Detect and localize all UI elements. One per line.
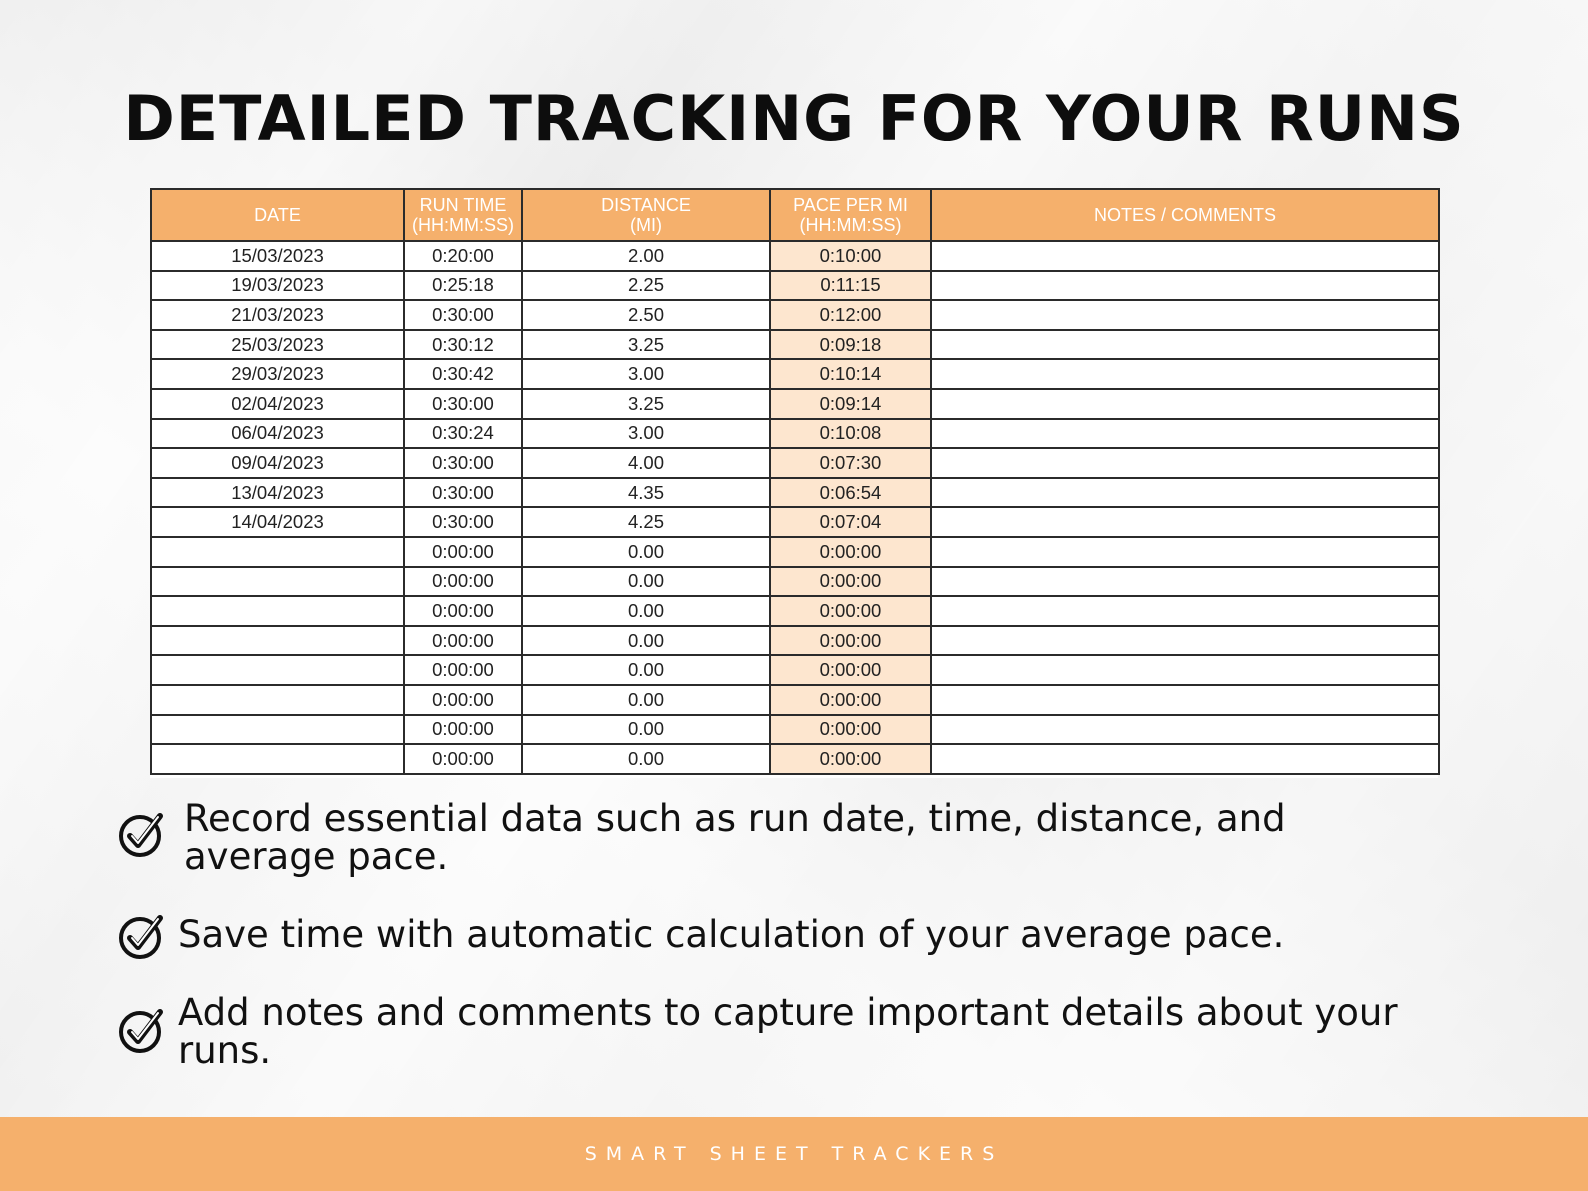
run-time-cell[interactable]: 0:30:42	[404, 359, 522, 389]
table-row	[151, 330, 1439, 360]
notes-cell[interactable]	[931, 389, 1439, 419]
distance-cell[interactable]: 0.00	[522, 537, 770, 567]
feature-text: Record essential data such as run date, time, distance, and average pace.	[184, 797, 1286, 878]
check-circle-icon	[118, 1006, 166, 1054]
notes-cell[interactable]	[931, 537, 1439, 567]
run-time-cell[interactable]: 0:00:00	[404, 537, 522, 567]
distance-cell[interactable]: 3.00	[522, 359, 770, 389]
notes-cell[interactable]	[931, 626, 1439, 656]
date-cell[interactable]: 29/03/2023	[151, 359, 404, 389]
table-row	[151, 507, 1439, 537]
pace-cell[interactable]: 0:00:00	[770, 744, 931, 774]
pace-cell[interactable]: 0:10:08	[770, 419, 931, 449]
distance-cell[interactable]: 0.00	[522, 685, 770, 715]
run-time-cell[interactable]: 0:30:00	[404, 300, 522, 330]
date-cell[interactable]: 06/04/2023	[151, 419, 404, 449]
run-time-cell[interactable]: 0:00:00	[404, 567, 522, 597]
run-time-cell[interactable]: 0:30:00	[404, 448, 522, 478]
date-cell[interactable]	[151, 744, 404, 774]
date-cell[interactable]	[151, 685, 404, 715]
notes-cell[interactable]	[931, 448, 1439, 478]
feature-item	[118, 991, 1448, 1072]
pace-cell[interactable]: 0:00:00	[770, 655, 931, 685]
table-row	[151, 448, 1439, 478]
distance-cell[interactable]: 3.25	[522, 330, 770, 360]
run-time-cell[interactable]: 0:20:00	[404, 241, 522, 271]
run-time-cell[interactable]: 0:00:00	[404, 715, 522, 745]
feature-item	[118, 913, 1285, 956]
table-row	[151, 715, 1439, 745]
distance-cell[interactable]: 4.25	[522, 507, 770, 537]
date-cell[interactable]	[151, 715, 404, 745]
pace-cell[interactable]: 0:00:00	[770, 715, 931, 745]
table-row	[151, 241, 1439, 271]
pace-cell[interactable]: 0:07:30	[770, 448, 931, 478]
run-time-cell[interactable]: 0:00:00	[404, 685, 522, 715]
header-distance[interactable]: DISTANCE (MI)	[522, 189, 770, 241]
feature-text: Add notes and comments to capture important details about your runs.	[178, 991, 1398, 1072]
run-log-table	[150, 188, 1440, 775]
run-time-cell[interactable]: 0:00:00	[404, 626, 522, 656]
pace-cell[interactable]: 0:09:18	[770, 330, 931, 360]
table-row	[151, 626, 1439, 656]
distance-cell[interactable]: 0.00	[522, 655, 770, 685]
notes-cell[interactable]	[931, 330, 1439, 360]
run-time-cell[interactable]: 0:30:12	[404, 330, 522, 360]
header-date[interactable]: DATE	[151, 189, 404, 241]
distance-cell[interactable]: 4.00	[522, 448, 770, 478]
feature-text: Save time with automatic calculation of your average pace.	[178, 913, 1285, 956]
distance-cell[interactable]: 3.25	[522, 389, 770, 419]
pace-cell[interactable]: 0:06:54	[770, 478, 931, 508]
run-time-cell[interactable]: 0:25:18	[404, 271, 522, 301]
check-circle-icon	[118, 912, 166, 960]
pace-cell[interactable]: 0:00:00	[770, 537, 931, 567]
table-row	[151, 596, 1439, 626]
notes-cell[interactable]	[931, 478, 1439, 508]
run-time-cell[interactable]: 0:30:24	[404, 419, 522, 449]
table-body	[151, 241, 1439, 774]
header-pace[interactable]: PACE PER MI (HH:MM:SS)	[770, 189, 931, 241]
date-cell[interactable]	[151, 626, 404, 656]
distance-cell[interactable]: 0.00	[522, 567, 770, 597]
pace-cell[interactable]: 0:11:15	[770, 271, 931, 301]
notes-cell[interactable]	[931, 419, 1439, 449]
table-row	[151, 537, 1439, 567]
pace-cell[interactable]: 0:00:00	[770, 596, 931, 626]
pace-cell[interactable]: 0:00:00	[770, 567, 931, 597]
pace-cell[interactable]: 0:10:00	[770, 241, 931, 271]
date-cell[interactable]: 09/04/2023	[151, 448, 404, 478]
table-row	[151, 685, 1439, 715]
notes-cell[interactable]	[931, 567, 1439, 597]
run-time-cell[interactable]: 0:00:00	[404, 596, 522, 626]
run-time-cell[interactable]: 0:00:00	[404, 655, 522, 685]
brand-name: SMART SHEET TRACKERS	[584, 1143, 1004, 1165]
date-cell[interactable]: 25/03/2023	[151, 330, 404, 360]
distance-cell[interactable]: 0.00	[522, 626, 770, 656]
distance-cell[interactable]: 2.25	[522, 271, 770, 301]
date-cell[interactable]: 19/03/2023	[151, 271, 404, 301]
header-notes[interactable]: NOTES / COMMENTS	[931, 189, 1439, 241]
run-time-cell[interactable]: 0:00:00	[404, 744, 522, 774]
date-cell[interactable]: 02/04/2023	[151, 389, 404, 419]
notes-cell[interactable]	[931, 300, 1439, 330]
distance-cell[interactable]: 0.00	[522, 715, 770, 745]
distance-cell[interactable]: 4.35	[522, 478, 770, 508]
table-header-row	[151, 189, 1439, 241]
page-title: DETAILED TRACKING FOR YOUR RUNS	[123, 82, 1465, 155]
date-cell[interactable]: 13/04/2023	[151, 478, 404, 508]
table-row	[151, 300, 1439, 330]
notes-cell[interactable]	[931, 744, 1439, 774]
footer-banner	[0, 1117, 1588, 1191]
notes-cell[interactable]	[931, 655, 1439, 685]
pace-cell[interactable]: 0:10:14	[770, 359, 931, 389]
table-row	[151, 419, 1439, 449]
date-cell[interactable]	[151, 537, 404, 567]
table-row	[151, 567, 1439, 597]
date-cell[interactable]: 15/03/2023	[151, 241, 404, 271]
date-cell[interactable]	[151, 655, 404, 685]
notes-cell[interactable]	[931, 271, 1439, 301]
date-cell[interactable]	[151, 596, 404, 626]
date-cell[interactable]: 14/04/2023	[151, 507, 404, 537]
notes-cell[interactable]	[931, 507, 1439, 537]
table-row	[151, 744, 1439, 774]
distance-cell[interactable]: 3.00	[522, 419, 770, 449]
run-time-cell[interactable]: 0:30:00	[404, 507, 522, 537]
pace-cell[interactable]: 0:00:00	[770, 626, 931, 656]
notes-cell[interactable]	[931, 596, 1439, 626]
notes-cell[interactable]	[931, 359, 1439, 389]
run-time-cell[interactable]: 0:30:00	[404, 389, 522, 419]
notes-cell[interactable]	[931, 715, 1439, 745]
table-row	[151, 478, 1439, 508]
check-circle-icon	[118, 810, 166, 858]
table-row	[151, 655, 1439, 685]
notes-cell[interactable]	[931, 241, 1439, 271]
table-row	[151, 389, 1439, 419]
date-cell[interactable]	[151, 567, 404, 597]
pace-cell[interactable]: 0:00:00	[770, 685, 931, 715]
header-run-time[interactable]: RUN TIME (HH:MM:SS)	[404, 189, 522, 241]
pace-cell[interactable]: 0:07:04	[770, 507, 931, 537]
notes-cell[interactable]	[931, 685, 1439, 715]
table-row	[151, 359, 1439, 389]
date-cell[interactable]: 21/03/2023	[151, 300, 404, 330]
feature-item	[118, 797, 1414, 878]
pace-cell[interactable]: 0:09:14	[770, 389, 931, 419]
run-tracker-sheet	[150, 188, 1438, 778]
run-time-cell[interactable]: 0:30:00	[404, 478, 522, 508]
pace-cell[interactable]: 0:12:00	[770, 300, 931, 330]
distance-cell[interactable]: 0.00	[522, 596, 770, 626]
distance-cell[interactable]: 2.00	[522, 241, 770, 271]
distance-cell[interactable]: 0.00	[522, 744, 770, 774]
table-row	[151, 271, 1439, 301]
distance-cell[interactable]: 2.50	[522, 300, 770, 330]
